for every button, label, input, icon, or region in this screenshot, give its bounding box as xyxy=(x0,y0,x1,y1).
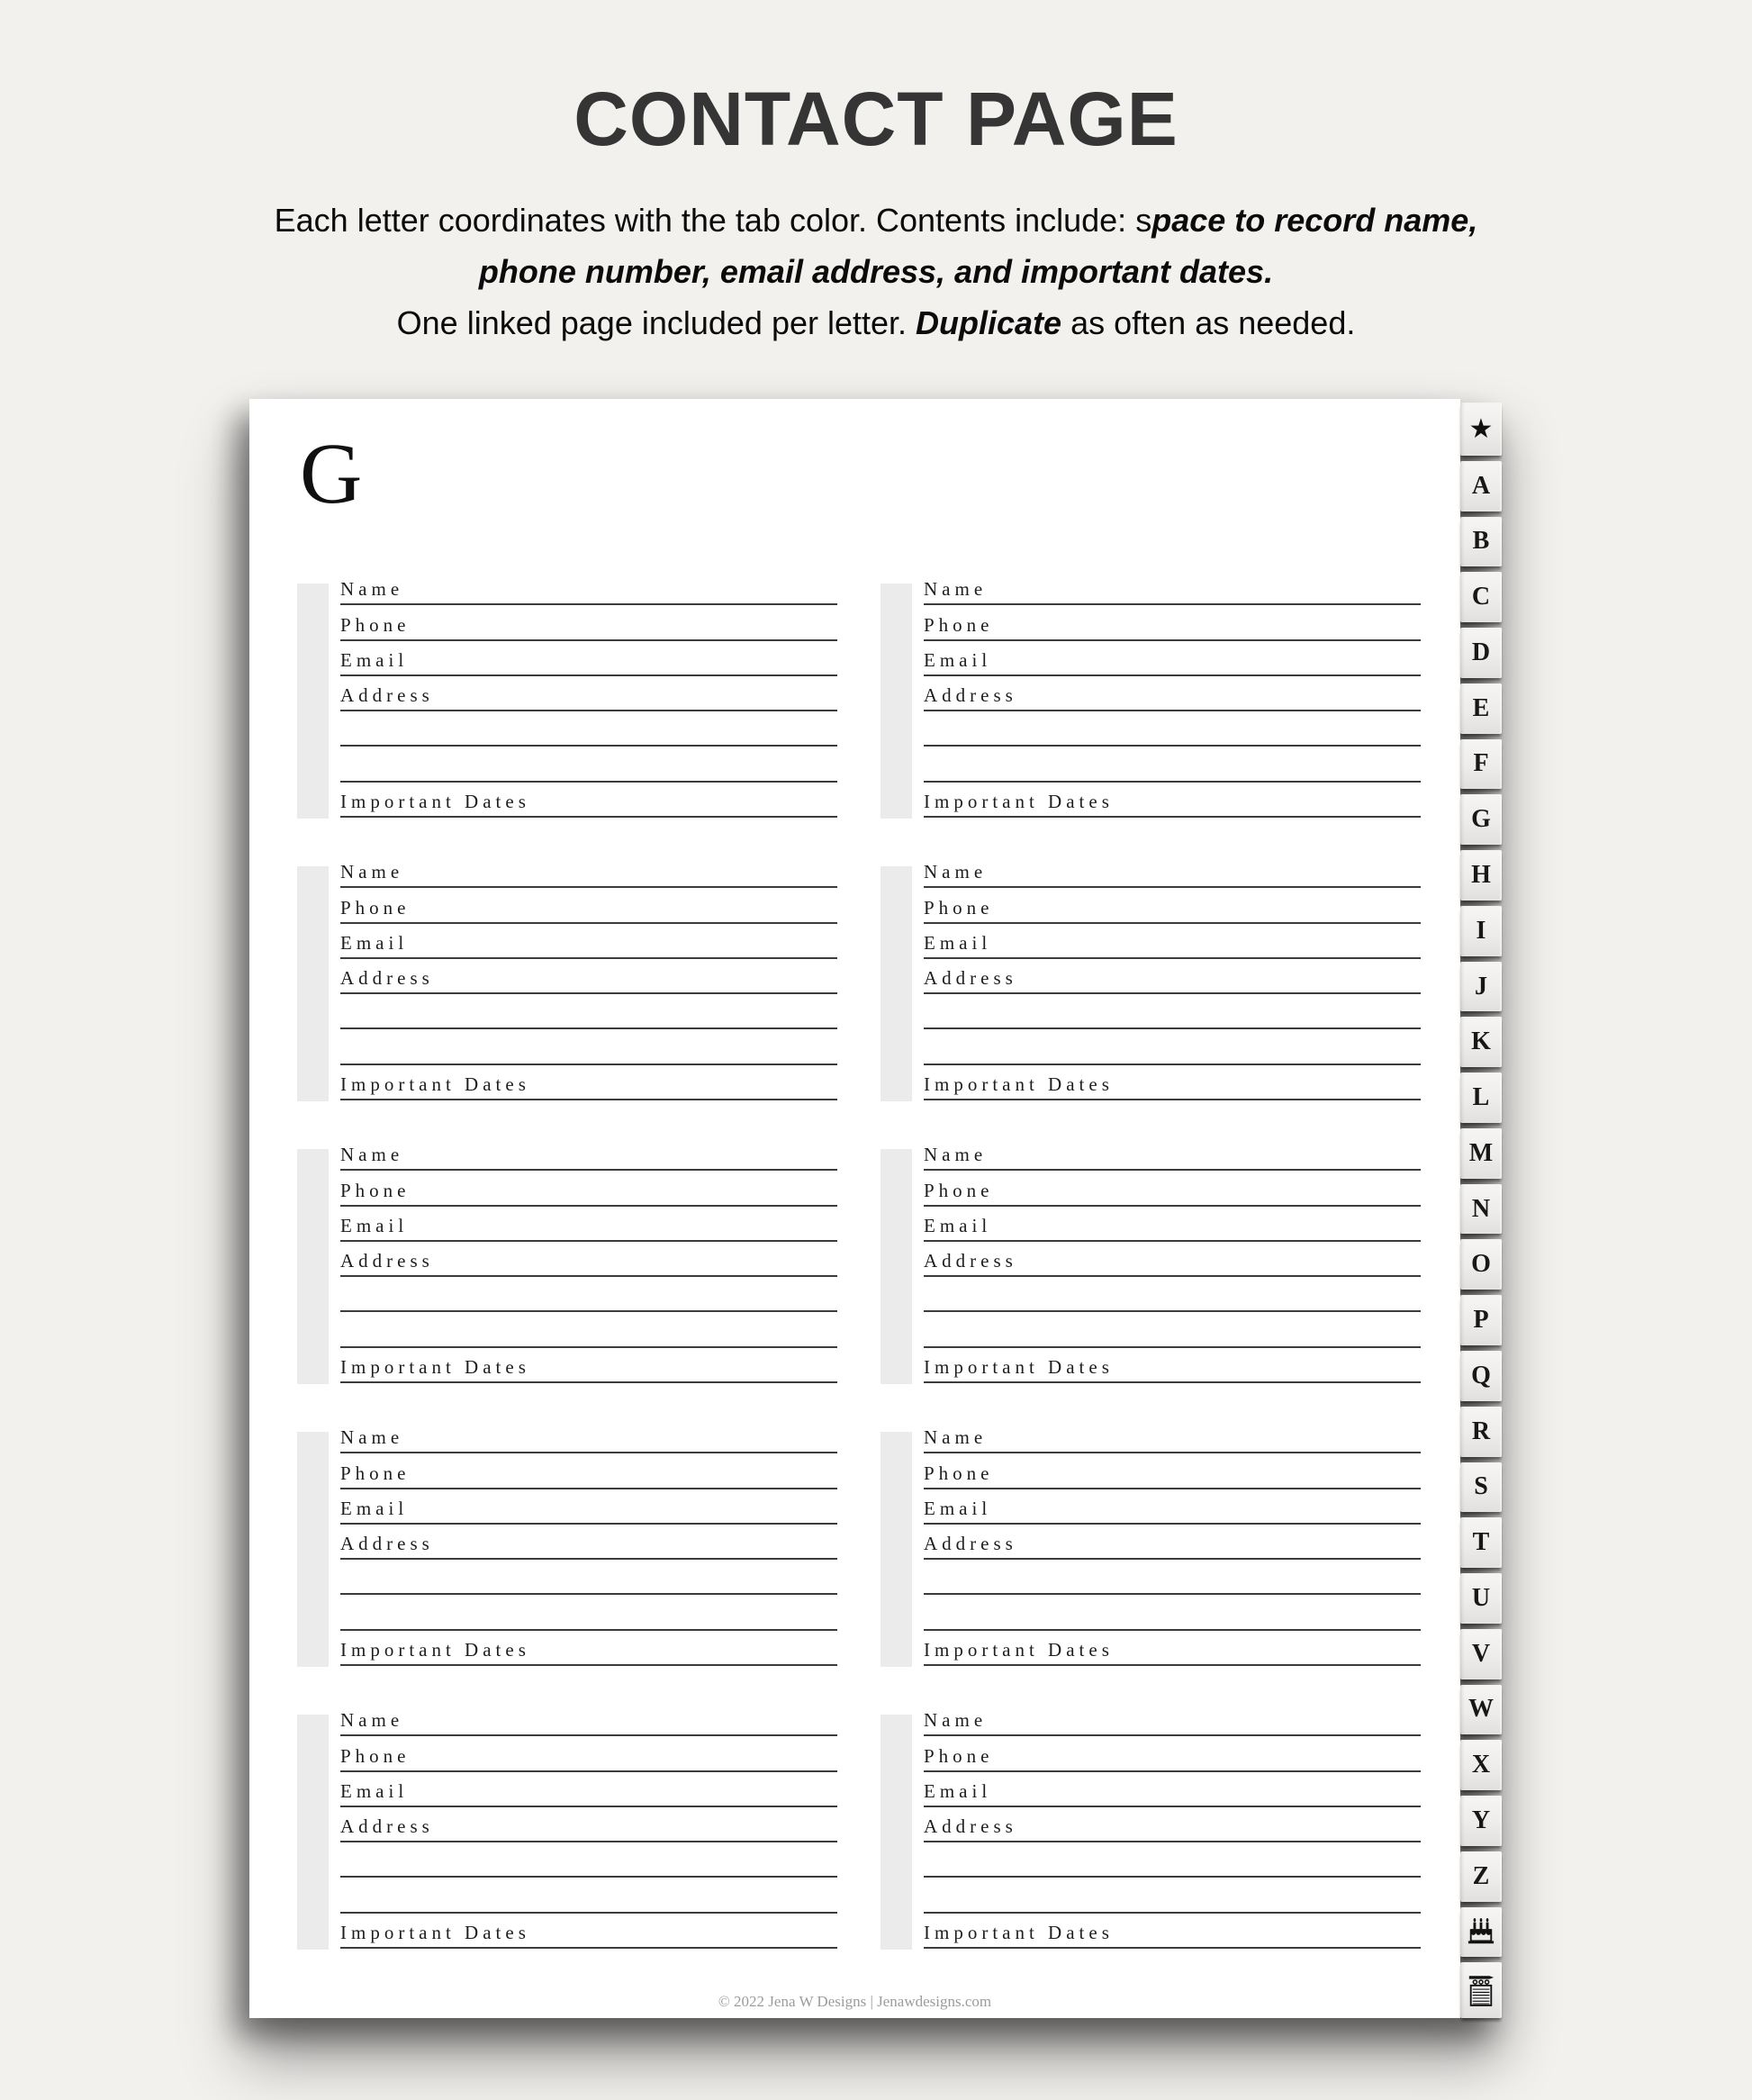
field-row-name xyxy=(340,570,837,605)
tab-letter-label: U xyxy=(1471,1583,1491,1612)
blank-line-row xyxy=(340,1842,837,1878)
block-accent-bar xyxy=(297,866,329,1101)
field-label: Email xyxy=(924,648,992,671)
field-row-name xyxy=(924,853,1421,888)
field-row-email xyxy=(924,924,1421,959)
notepad-icon xyxy=(1467,1973,1495,2007)
important-dates-row xyxy=(924,1065,1421,1100)
field-row-address xyxy=(340,676,837,711)
field-label: Email xyxy=(924,1779,992,1802)
tab-letter-l[interactable] xyxy=(1460,1073,1502,1123)
block-accent-bar xyxy=(881,866,912,1101)
blank-line-row xyxy=(924,1560,1421,1595)
tab-letter-d[interactable] xyxy=(1460,628,1502,678)
tab-letter-w[interactable] xyxy=(1460,1685,1502,1735)
tab-letter-label: N xyxy=(1471,1194,1491,1223)
tab-letter-label: L xyxy=(1472,1083,1490,1112)
tab-birthdays[interactable] xyxy=(1460,1907,1502,1958)
contact-fields xyxy=(340,853,837,1100)
contact-fields xyxy=(924,1418,1421,1666)
blank-line-row xyxy=(924,1842,1421,1878)
field-label: Phone xyxy=(340,1179,411,1201)
field-row-name xyxy=(924,1418,1421,1453)
field-label: Address xyxy=(924,684,1017,707)
important-dates-row xyxy=(924,1914,1421,1949)
tab-letter-s[interactable] xyxy=(1460,1462,1502,1513)
description-line1-regular: Each letter coordinates with the tab color. Contents include: s xyxy=(274,202,1152,239)
field-row-phone xyxy=(340,1171,837,1206)
important-dates-row xyxy=(924,783,1421,818)
field-row-name xyxy=(924,1136,1421,1171)
field-row-phone xyxy=(924,1736,1421,1771)
page-description xyxy=(0,195,1752,348)
important-dates-row xyxy=(340,783,837,818)
blank-line-row xyxy=(340,1595,837,1630)
tab-letter-label: K xyxy=(1471,1027,1491,1056)
tab-letter-q[interactable] xyxy=(1460,1351,1502,1401)
field-row-email xyxy=(340,1207,837,1242)
tab-letter-label: X xyxy=(1471,1751,1491,1779)
field-label: Address xyxy=(924,1533,1017,1555)
tab-favorites[interactable] xyxy=(1460,403,1502,456)
blank-line-row xyxy=(924,711,1421,747)
tab-letter-n[interactable] xyxy=(1460,1184,1502,1235)
contact-fields xyxy=(340,570,837,818)
tab-letter-e[interactable] xyxy=(1460,683,1502,734)
field-row-phone xyxy=(340,1453,837,1489)
tab-letter-label: J xyxy=(1475,972,1487,1000)
block-accent-bar xyxy=(297,1715,329,1950)
tab-letter-label: T xyxy=(1472,1528,1490,1557)
block-accent-bar xyxy=(881,584,912,819)
field-label: Email xyxy=(340,1214,409,1236)
section-letter: G xyxy=(300,425,363,521)
field-row-name xyxy=(340,853,837,888)
field-label: Important Dates xyxy=(924,1639,1114,1661)
field-label: Name xyxy=(340,1144,404,1166)
contact-fields xyxy=(924,1701,1421,1949)
blank-line-row xyxy=(340,994,837,1029)
tab-letter-label: R xyxy=(1471,1417,1491,1445)
field-row-name xyxy=(340,1136,837,1171)
description-line2-bold: phone number, email address, and important dates. xyxy=(478,253,1274,290)
blank-line-row xyxy=(924,1029,1421,1064)
star-icon: ★ xyxy=(1468,412,1494,445)
field-row-address xyxy=(924,676,1421,711)
tab-letter-label: A xyxy=(1471,471,1491,500)
field-label: Email xyxy=(340,931,409,954)
contact-block xyxy=(297,1701,837,1951)
contact-fields xyxy=(340,1701,837,1949)
tab-letter-c[interactable] xyxy=(1460,572,1502,622)
tab-letter-u[interactable] xyxy=(1460,1573,1502,1624)
field-row-phone xyxy=(340,888,837,923)
field-label: Name xyxy=(924,1426,988,1449)
field-label: Email xyxy=(340,1497,409,1519)
field-row-address xyxy=(340,959,837,994)
field-row-address xyxy=(340,1807,837,1842)
field-label: Important Dates xyxy=(924,1073,1114,1096)
important-dates-row xyxy=(340,1065,837,1100)
field-label: Phone xyxy=(924,1744,994,1767)
field-row-name xyxy=(340,1418,837,1453)
block-accent-bar xyxy=(297,584,329,819)
tab-letter-f[interactable] xyxy=(1460,739,1502,790)
contact-block xyxy=(297,1418,837,1669)
field-label: Phone xyxy=(924,1179,994,1201)
tab-letter-label: O xyxy=(1471,1250,1491,1279)
field-label: Address xyxy=(340,1250,434,1272)
tab-letter-label: G xyxy=(1471,805,1491,834)
blank-line-row xyxy=(340,747,837,782)
important-dates-row xyxy=(340,1348,837,1383)
blank-line-row xyxy=(340,711,837,747)
contact-block xyxy=(297,1136,837,1386)
field-label: Email xyxy=(924,1214,992,1236)
field-row-address xyxy=(340,1525,837,1560)
field-label: Name xyxy=(924,1144,988,1166)
tab-letter-z[interactable] xyxy=(1460,1851,1502,1902)
field-label: Address xyxy=(924,1815,1017,1838)
blank-line-row xyxy=(340,1029,837,1064)
field-row-email xyxy=(340,1489,837,1525)
field-row-email xyxy=(924,1772,1421,1807)
contact-block xyxy=(881,853,1421,1103)
important-dates-row xyxy=(924,1631,1421,1666)
field-label: Name xyxy=(924,861,988,883)
field-row-phone xyxy=(924,1171,1421,1206)
contact-block xyxy=(881,570,1421,820)
contact-block xyxy=(297,853,837,1103)
blank-line-row xyxy=(924,747,1421,782)
tab-notes[interactable] xyxy=(1460,1962,1502,2018)
tab-letter-a[interactable] xyxy=(1460,461,1502,511)
description-line3-post: as often as needed. xyxy=(1061,304,1356,341)
contacts-grid xyxy=(249,399,1460,2018)
field-label: Name xyxy=(340,861,404,883)
field-label: Address xyxy=(340,684,434,707)
tab-letter-label: Y xyxy=(1471,1806,1491,1835)
block-accent-bar xyxy=(297,1432,329,1667)
field-label: Name xyxy=(340,1709,404,1732)
planner-page xyxy=(249,399,1460,2018)
field-label: Phone xyxy=(340,1744,411,1767)
tab-letter-g[interactable] xyxy=(1460,794,1502,845)
contact-fields xyxy=(340,1418,837,1666)
field-label: Name xyxy=(924,578,988,601)
birthday-cake-icon xyxy=(1466,1918,1496,1947)
field-label: Phone xyxy=(924,1462,994,1484)
block-accent-bar xyxy=(881,1149,912,1384)
tab-letter-t[interactable] xyxy=(1460,1517,1502,1568)
tab-letter-label: M xyxy=(1468,1138,1494,1167)
tab-letter-o[interactable] xyxy=(1460,1239,1502,1290)
blank-line-row xyxy=(924,1277,1421,1312)
contact-block xyxy=(881,1701,1421,1951)
field-row-phone xyxy=(340,605,837,640)
planner-mockup xyxy=(249,399,1502,2018)
tab-letter-label: D xyxy=(1471,638,1491,666)
blank-line-row xyxy=(924,1878,1421,1913)
tab-letter-label: Z xyxy=(1472,1861,1490,1890)
tab-letter-r[interactable] xyxy=(1460,1407,1502,1457)
field-label: Name xyxy=(340,578,404,601)
blank-line-row xyxy=(340,1560,837,1595)
blank-line-row xyxy=(340,1277,837,1312)
field-row-phone xyxy=(924,888,1421,923)
blank-line-row xyxy=(924,994,1421,1029)
field-label: Address xyxy=(340,967,434,990)
tab-letter-m[interactable] xyxy=(1460,1128,1502,1179)
important-dates-row xyxy=(924,1348,1421,1383)
field-row-email xyxy=(340,1772,837,1807)
field-label: Email xyxy=(924,1497,992,1519)
tab-letter-label: F xyxy=(1473,749,1489,778)
field-label: Email xyxy=(340,648,409,671)
tab-letter-label: B xyxy=(1472,527,1490,556)
field-row-address xyxy=(924,1242,1421,1277)
field-label: Phone xyxy=(340,896,411,919)
field-label: Phone xyxy=(924,896,994,919)
field-row-phone xyxy=(924,605,1421,640)
field-row-name xyxy=(924,1701,1421,1736)
contact-fields xyxy=(924,570,1421,818)
tab-letter-k[interactable] xyxy=(1460,1017,1502,1067)
page-title: CONTACT PAGE xyxy=(573,77,1179,161)
field-label: Address xyxy=(924,967,1017,990)
contact-block xyxy=(881,1136,1421,1386)
field-row-email xyxy=(340,924,837,959)
tab-letter-label: V xyxy=(1471,1639,1491,1668)
tab-letter-label: I xyxy=(1476,916,1486,945)
tab-letter-v[interactable] xyxy=(1460,1629,1502,1679)
description-line3-bold: Duplicate xyxy=(916,304,1062,341)
field-row-email xyxy=(924,1489,1421,1525)
field-label: Phone xyxy=(340,613,411,636)
tab-letter-label: C xyxy=(1471,583,1491,611)
field-label: Phone xyxy=(340,1462,411,1484)
field-row-address xyxy=(924,1525,1421,1560)
copyright-footer: © 2022 Jena W Designs | Jenawdesigns.com xyxy=(718,1993,992,2010)
field-row-name xyxy=(924,570,1421,605)
contact-block xyxy=(881,1418,1421,1669)
important-dates-row xyxy=(340,1631,837,1666)
field-label: Important Dates xyxy=(340,1356,530,1379)
field-label: Important Dates xyxy=(340,791,530,813)
field-row-address xyxy=(340,1242,837,1277)
field-label: Important Dates xyxy=(924,791,1114,813)
field-label: Phone xyxy=(924,613,994,636)
field-row-phone xyxy=(340,1736,837,1771)
field-label: Important Dates xyxy=(340,1922,530,1944)
alphabet-tab-bar xyxy=(1460,403,1502,2018)
field-label: Address xyxy=(340,1533,434,1555)
contact-fields xyxy=(340,1136,837,1383)
tab-letter-label: H xyxy=(1471,861,1491,889)
field-label: Important Dates xyxy=(340,1073,530,1096)
blank-line-row xyxy=(924,1595,1421,1630)
field-label: Email xyxy=(924,931,992,954)
tab-letter-y[interactable] xyxy=(1460,1796,1502,1846)
tab-letter-label: P xyxy=(1473,1306,1489,1335)
block-accent-bar xyxy=(297,1149,329,1384)
block-accent-bar xyxy=(881,1432,912,1667)
tab-letter-i[interactable] xyxy=(1460,906,1502,956)
blank-line-row xyxy=(924,1312,1421,1347)
description-line1-bold: pace to record name, xyxy=(1151,202,1478,239)
field-label: Important Dates xyxy=(924,1356,1114,1379)
tab-letter-label: S xyxy=(1474,1472,1488,1501)
tab-letter-label: Q xyxy=(1471,1361,1491,1389)
blank-line-row xyxy=(340,1878,837,1913)
tab-letter-label: E xyxy=(1472,693,1490,722)
field-row-email xyxy=(924,1207,1421,1242)
block-accent-bar xyxy=(881,1715,912,1950)
field-row-email xyxy=(924,641,1421,676)
field-row-address xyxy=(924,959,1421,994)
field-label: Email xyxy=(340,1779,409,1802)
important-dates-row xyxy=(340,1914,837,1949)
field-label: Name xyxy=(924,1709,988,1732)
field-label: Address xyxy=(924,1250,1017,1272)
tab-letter-label: W xyxy=(1468,1695,1494,1724)
field-row-email xyxy=(340,641,837,676)
tab-letter-x[interactable] xyxy=(1460,1740,1502,1790)
tab-letter-j[interactable] xyxy=(1460,962,1502,1012)
field-label: Important Dates xyxy=(340,1639,530,1661)
field-label: Important Dates xyxy=(924,1922,1114,1944)
contact-fields xyxy=(924,1136,1421,1383)
blank-line-row xyxy=(340,1312,837,1347)
tab-letter-b[interactable] xyxy=(1460,517,1502,567)
tab-letter-h[interactable] xyxy=(1460,850,1502,901)
field-label: Name xyxy=(340,1426,404,1449)
description-line3-pre: One linked page included per letter. xyxy=(396,304,917,341)
contact-fields xyxy=(924,853,1421,1100)
field-row-phone xyxy=(924,1453,1421,1489)
contact-block xyxy=(297,570,837,820)
tab-letter-p[interactable] xyxy=(1460,1295,1502,1345)
field-row-address xyxy=(924,1807,1421,1842)
field-row-name xyxy=(340,1701,837,1736)
field-label: Address xyxy=(340,1815,434,1838)
